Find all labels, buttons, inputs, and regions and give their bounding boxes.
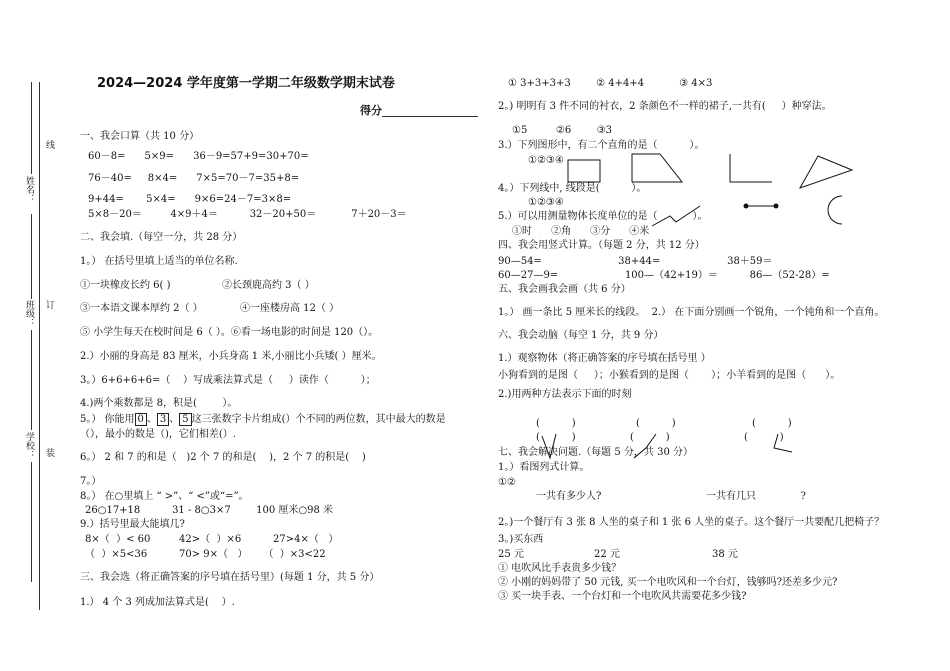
zigzag-line xyxy=(652,206,700,226)
oral-row-1: 60－8= 5×9= 36－9=57+9=30+70= xyxy=(88,151,309,162)
clock-question: 2.)用两种方法表示下面的时刻 xyxy=(498,389,632,400)
fill-q8-row: 26○17+18 31 - 8○3×7 100 厘米○98 米 xyxy=(85,505,334,516)
page-title: 2024—2024 学年度第一学期二年级数学期末试卷 xyxy=(97,76,395,91)
clock-1-paren-1: ( ) xyxy=(536,418,576,429)
section-3-title: 三、我会选（将正确答案的序号填在括号里）(每题 1 分，共 5 分） xyxy=(80,572,380,583)
price-1: 25 元 xyxy=(498,549,524,560)
choice-q1: 1.） 4 个 3 列成加法算式是( ）. xyxy=(80,597,235,608)
fill-q9-row1: 8×（ ）< 60 42>（ ）×6 27>4×（ ） xyxy=(85,534,339,545)
clock-2-paren-2: ( ) xyxy=(630,432,670,443)
binding-line xyxy=(39,82,40,610)
section-2-title: 二、我会填.（每空一分，共 28 分） xyxy=(80,232,243,243)
geometry-figures xyxy=(560,150,860,230)
digit-card-0: 0 xyxy=(135,413,147,426)
curved-line xyxy=(828,196,842,224)
fill-q9-row2: （ ）×5<36 70> 9×（ ） （ ）×3<22 xyxy=(85,549,326,560)
price-2: 22 元 xyxy=(594,549,620,560)
choice-q2: 2。) 明明有 3 件不同的衬衣，2 条颜色不一样的裙子,一共有( ）种穿法。 xyxy=(498,101,832,112)
choice-q4: 4。）下列线中, 线段是( ）。 xyxy=(498,183,647,194)
class-blank-top xyxy=(31,214,32,299)
binding-ding: 订 xyxy=(44,300,54,309)
picture-calc-b: 一共有几只 ? xyxy=(706,491,806,502)
rectangle-shape xyxy=(568,160,600,182)
segment-endpoint-left xyxy=(744,204,749,209)
fill-q5-pre: 5。） 你能用 xyxy=(80,414,135,425)
fill-q5: 5。） 你能用 0 、 3 、 5 这三张数字卡片组成(）个不同的两位数，其中最大的数是 xyxy=(80,414,446,425)
segment-endpoint-right xyxy=(774,204,779,209)
section-7-title: 七、我会解决问题.（每题 5 分，共 30 分） xyxy=(498,447,693,458)
chairs-question: 2。)一个餐厅有 3 张 8 人坐的桌子和 1 张 6 人坐的桌子。这个餐厅一共要配几把椅子？ xyxy=(498,517,885,528)
clock-3-paren-2: ( ) xyxy=(744,432,784,443)
vertical-calc-row-2: 60—27—9= 100—（42+19）＝ 86—（52-28）= xyxy=(498,270,830,281)
name-label: 姓名： xyxy=(24,176,34,203)
school-blank xyxy=(31,462,32,582)
score-label: 得分 xyxy=(360,104,382,117)
section-6-title: 六、我会动脑（每空 1 分，共 9 分） xyxy=(498,330,664,341)
price-3: 38 元 xyxy=(712,549,738,560)
drawing-question: 1。） 画一条比 5 厘米长的线段。 2.） 在下面分别画一个锐角，一个钝角和一个直角。 xyxy=(498,307,885,318)
choice-q5-options: ①时 ②角 ③分 ④米 xyxy=(512,226,650,237)
school-label: 学校： xyxy=(24,432,34,459)
fill-q7: 7。） xyxy=(80,476,102,487)
oral-row-4: 5×8－20＝ 4×9＋4＝ 32－20+50＝ 7＋20－3＝ xyxy=(88,209,407,220)
shopping-q-b: ② 小刚的妈妈带了 50 元钱, 买一个电吹风和一个台灯，钱够吗?还差多少元? xyxy=(498,577,838,588)
choice-q1-options: ① 3+3+3+3 ② 4+4+4 ③ 4×3 xyxy=(508,78,713,89)
fill-q1-a: ①一块橡皮长约 6( ) xyxy=(80,280,171,291)
binding-zhuang: 装 xyxy=(44,448,54,457)
digit-card-5: 5 xyxy=(179,413,191,426)
fill-q4: 4.)两个乘数都是 8，积是( ）。 xyxy=(80,398,238,409)
fill-q9: 9.）括号里最大能填几? xyxy=(80,519,185,530)
fill-q2: 2.）小丽的身高是 83 厘米，小兵身高 1 米,小丽比小兵矮( ）厘米。 xyxy=(80,351,382,362)
picture-calc-options: ①② xyxy=(498,477,516,488)
picture-calc-a: 一共有多少人? xyxy=(536,491,602,502)
observe-answers: 小狗看到的是图（ ）；小猴看到的是图（ ）；小羊看到的是图（ ）。 xyxy=(498,370,841,381)
shopping-q-a: ① 电吹风比手表贵多少钱？ xyxy=(498,563,622,574)
clock-3-hands xyxy=(774,434,792,452)
choice-q4-options: ①②③④ xyxy=(528,197,564,208)
oral-row-3: 9+44= 5×4= 9×6=24－7=3×8= xyxy=(88,194,292,205)
triangle-shape xyxy=(800,156,852,188)
trapezoid-shape xyxy=(632,154,682,182)
picture-calc-question: 1。）看图列式计算。 xyxy=(498,462,590,473)
choice-q3-options: ①②③④ xyxy=(528,155,564,166)
class-blank xyxy=(31,330,32,430)
name-blank xyxy=(31,82,32,174)
shopping-question: 3。)买东西 xyxy=(498,534,544,545)
fill-q1-d: ④一座楼房高 12（ ） xyxy=(240,303,340,314)
fill-q1: 1。） 在括号里填上适当的单位名称. xyxy=(80,256,238,267)
score-line xyxy=(360,104,478,117)
section-1-title: 一、我会口算（共 10 分） xyxy=(80,131,200,142)
oral-row-2: 76－40= 8×4= 7×5=70－7=35+8= xyxy=(88,173,300,184)
shopping-q-c: ③ 买一块手表、一个台灯和一个电吹风共需要花多少钱? xyxy=(498,591,747,602)
section-4-title: 四、我会用竖式计算。（每题 2 分，共 12 分） xyxy=(498,240,705,251)
fill-q1-e: ⑤ 小学生每天在校时间是 6（ ）。⑥看一场电影的时间是 120（）。 xyxy=(80,327,379,338)
observe-question: 1.）观察物体（将正确答案的序号填在括号里 ） xyxy=(498,353,711,364)
clock-2-paren-1: ( ) xyxy=(636,418,676,429)
choice-q5: 5.）可以用测量物体长度单位的是（ ）。 xyxy=(498,211,708,222)
fill-q6: 6。） 2 和 7 的和是（ )2 个 7 的和是( )，2 个 7 的积是( ) xyxy=(80,452,366,463)
right-angle-shape xyxy=(730,154,772,182)
fill-q3: 3。）6+6+6+6=（ ）写成乘法算式是（ ）读作（ ）； xyxy=(80,375,376,386)
fill-q5-line2: （），最小的数是（)，它们相差(）. xyxy=(80,429,236,440)
choice-q3: 3.）下列图形中，有二个直角的是（ ）。 xyxy=(498,140,705,151)
class-label: 班级： xyxy=(24,300,34,327)
score-blank[interactable] xyxy=(382,106,478,117)
section-5-title: 五、我会画我会画（共 6 分） xyxy=(498,284,631,295)
digit-card-3: 3 xyxy=(157,413,169,426)
binding-xian: 线 xyxy=(44,140,54,149)
fill-q5-post: 这三张数字卡片组成(）个不同的两位数，其中最大的数是 xyxy=(191,414,446,425)
clock-1-paren-2: ( ) xyxy=(536,432,576,443)
fill-q1-c: ③一本语文课本厚约 2（ ） xyxy=(80,303,203,314)
vertical-calc-row-1: 90—54= 38+44= 38＋59＝ xyxy=(498,256,773,267)
fill-q8: 8。） 在○里填上 “ >”、“ <”或“=”。 xyxy=(80,491,249,502)
fill-q1-b: ②长颈鹿高约 3（ ） xyxy=(222,280,315,291)
choice-q2-options: ①5 ②6 ③3 xyxy=(512,125,613,136)
clock-3-paren-1: ( ) xyxy=(752,418,792,429)
